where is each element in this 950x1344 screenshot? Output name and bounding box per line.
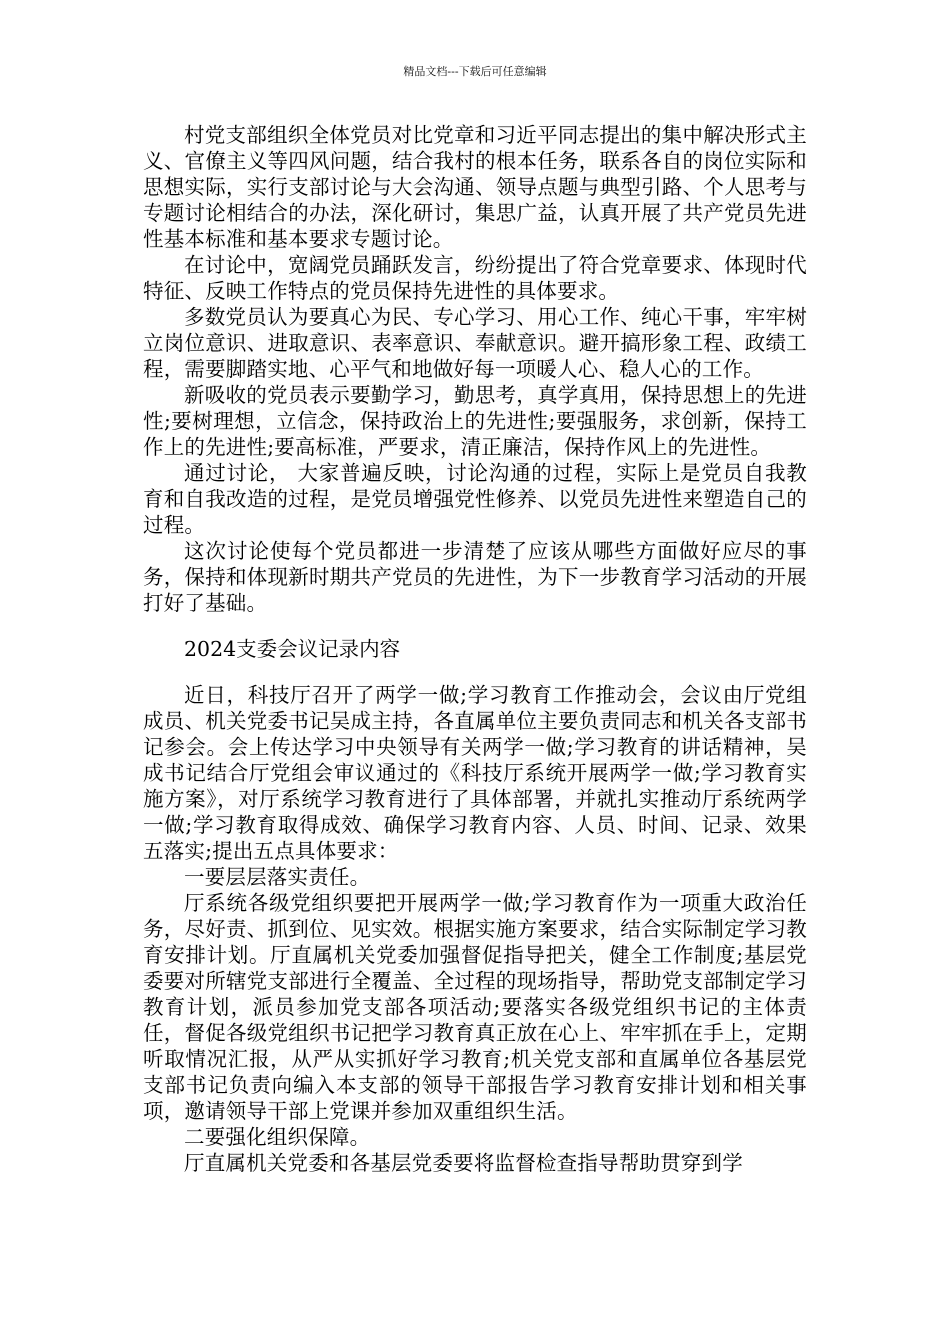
paragraph: 通过讨论， 大家普遍反映，讨论沟通的过程，实际上是党员自我教育和自我改造的过程，是党员增强党性修养、以党员先进性来塑造自己的过程。 xyxy=(143,461,807,537)
paragraph: 厅直属机关党委和各基层党委要将监督检查指导帮助贯穿到学 xyxy=(184,1151,743,1175)
paragraph: 近日，科技厅召开了两学一做;学习教育工作推动会，会议由厅党组成员、机关党委书记吴成主持，各直属单位主要负责同志和机关各支部书记参会。会上传达学习中央领导有关两学一做;学习教育的讲话精神，吴成书记结合厅党组会审议通过的《科技厅系统开展两学一做;学习教育实施方案》，对厅系统学习教育进行了具体部署，并就扎实推动厅系统两学一做;学习教育取得成效、确保学习教育内容、人员、时间、记录、效果五落实;提出五点具体要求： xyxy=(143,683,807,863)
paragraph: 村党支部组织全体党员对比党章和习近平同志提出的集中解决形式主义、官僚主义等四风问题，结合我村的根本任务，联系各自的岗位实际和思想实际，实行支部讨论与大会沟通、领导点题与典型引路、个人思考与专题讨论相结合的办法，深化研讨，集思广益，认真开展了共产党员先进性基本标准和基本要求专题讨论。 xyxy=(143,123,807,251)
paragraph: 这次讨论使每个党员都进一步清楚了应该从哪些方面做好应尽的事务，保持和体现新时期共产党员的先进性，为下一步教育学习活动的开展打好了基础。 xyxy=(143,539,807,615)
page-header: 精品文档---下载后可任意编辑 xyxy=(403,65,547,78)
paragraph: 多数党员认为要真心为民、专心学习、用心工作、纯心干事，牢牢树立岗位意识、进取意识、表率意识、奉献意识。避开搞形象工程、政绩工程，需要脚踏实地、心平气和地做好每一项暖人心、稳人心的工作。 xyxy=(143,305,807,381)
subheading: 二要强化组织保障。 xyxy=(184,1125,371,1149)
paragraph: 厅系统各级党组织要把开展两学一做;学习教育作为一项重大政治任务，尽好责、抓到位、见实效。根据实施方案要求，结合实际制定学习教育安排计划。厅直属机关党委加强督促指导把关，健全工作制度;基层党委要对所辖党支部进行全覆盖、全过程的现场指导，帮助党支部制定学习教育计划，派员参加党支部各项活动;要落实各级党组织书记的主体责任，督促各级党组织书记把学习教育真正放在心上、牢牢抓在手上，定期听取情况汇报，从严从实抓好学习教育;机关党支部和直属单位各基层党支部书记负责向编入本支部的领导干部报告学习教育安排计划和相关事项，邀请领导干部上党课并参加双重组织生活。 xyxy=(143,891,807,1123)
paragraph: 新吸收的党员表示要勤学习，勤思考，真学真用，保持思想上的先进性;要树理想，立信念，保持政治上的先进性;要强服务，求创新，保持工作上的先进性;要高标准，严要求，清正廉洁，保持作风上的先进性。 xyxy=(143,383,807,459)
paragraph: 在讨论中，宽阔党员踊跃发言，纷纷提出了符合党章要求、体现时代特征、反映工作特点的党员保持先进性的具体要求。 xyxy=(143,253,807,303)
section-title: 2024支委会议记录内容 xyxy=(184,637,401,661)
subheading: 一要层层落实责任。 xyxy=(184,865,371,889)
document-body xyxy=(143,122,807,1176)
